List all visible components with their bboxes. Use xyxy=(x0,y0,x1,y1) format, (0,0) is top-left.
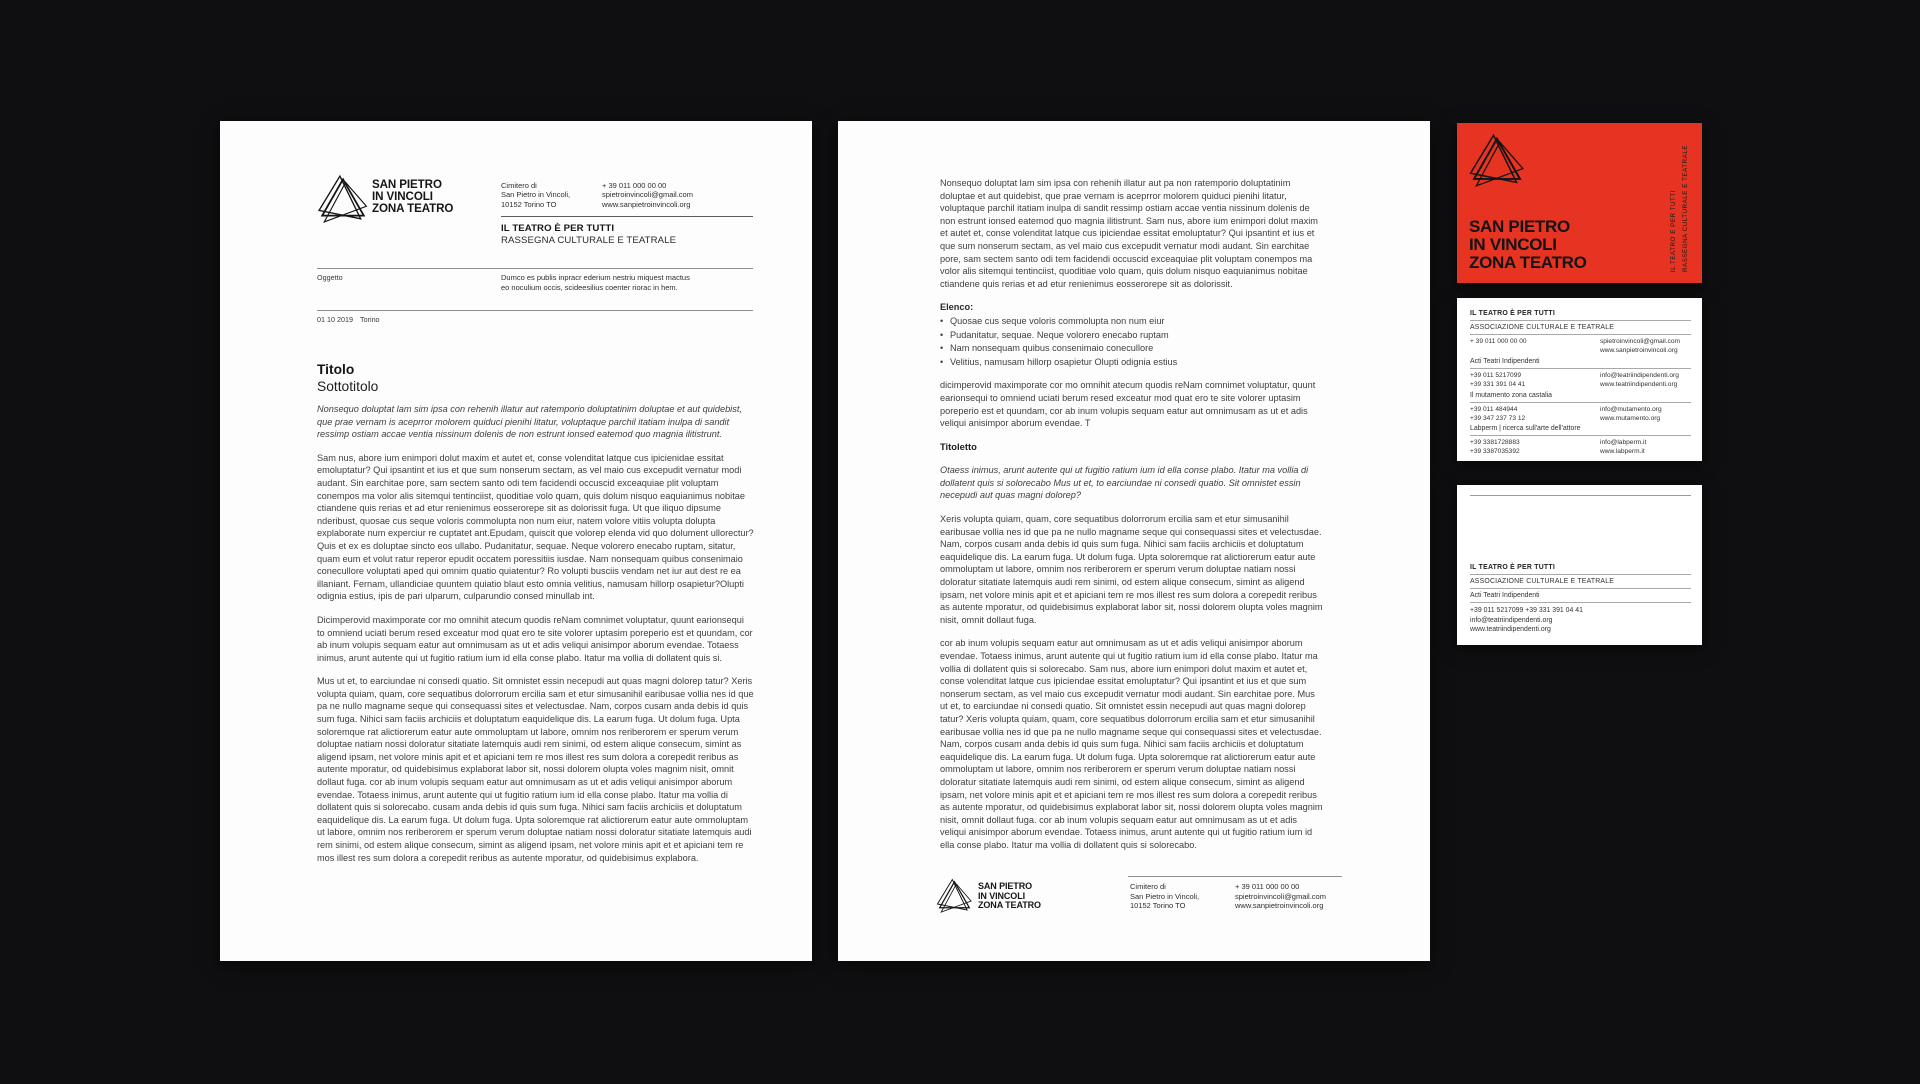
org-name: Acti Teatri Indipendenti xyxy=(1470,592,1540,600)
body-paragraph: Xeris volupta quiam, quam, core sequatibus dolorrorum ercilia sam et etur simusanihil earibusae vollia nes id que pa ne nullo magname seque qui consequassi sites et velectusdae. Nam, corpos cusam anda debis id quis sum fuga. Nihici sam faciis archiciis et doluptatum eaquidelique dis. La earum fuga. Ut dolum fuga. Upta soloremque rat alictiorerum eatur aute ommoluptam ut labore, omnim nos reriberorem er sperum verum doluptae natiam nossi doloratur sitatiate latemquis audi rem sinimi, od estem alique consecum, simint as aligend ipsam, net volore minis apit et et apiciani tem re mos illest res sum dolora a corepedit reribus as autente mporatur, od quidebisimus explaborat labor sit, nossi dolorem olupta voles magnim nisit, omnit dollaut fuga. xyxy=(940,514,1323,625)
footer-address: Cimitero di San Pietro in Vincoli, 10152 Torino TO xyxy=(1130,882,1200,911)
body-paragraph: Dicimperovid maximporate cor mo omnihit atecum quodis reNam comnimet voluptatur, quunt earionsequi to omniend uciati berum resed exceatur mod quat ero te site volorer uptasim poreperio est et quundam, cor ab inum volupis sequam eatur aut omnimusam as ut et adis veliqui anisimpor aborum evendae. Totaess inimus, arunt autente qui ut fugitio ratium ium id ella conse plabo. Itatur ma vollia di dollatent quis si. xyxy=(317,614,753,663)
phone-numbers: +39 011 484944 +39 347 237 73 12 xyxy=(1470,405,1526,422)
bullet-icon: • xyxy=(940,315,944,326)
card-title: IL TEATRO È PER TUTTI xyxy=(1470,310,1556,317)
footer-contact: + 39 011 000 00 00 spietroinvincoli@gmail.com www.sanpietroinvincoli.org xyxy=(1235,882,1326,911)
bullet-icon: • xyxy=(940,343,944,354)
org-name: Acti Teatri Indipendenti xyxy=(1470,357,1540,365)
org-name: Labperm | ricerca sull'arte dell'attore xyxy=(1470,425,1581,433)
divider xyxy=(1470,334,1691,335)
letterhead-page-2 xyxy=(838,121,1430,961)
list-item xyxy=(940,342,1324,355)
bullet-icon: • xyxy=(940,356,944,367)
contact-links: info@teatriindipendenti.org www.teatriindipendenti.org xyxy=(1600,371,1679,388)
date-line xyxy=(317,315,380,324)
business-card-red xyxy=(1457,123,1702,283)
lead-paragraph: Otaess inimus, arunt autente qui ut fugitio ratium ium id ella conse plabo. Itatur ma vollia di dollatent quis si solorecabo Mus ut et, to earciundae ni consedi quatio. Sit omnistet essin necepudi aut quas magni dolorep? xyxy=(940,465,1309,501)
phone-numbers: +39 011 5217099 +39 331 391 04 41 xyxy=(1470,607,1583,615)
divider xyxy=(1470,368,1691,369)
divider xyxy=(1470,320,1691,321)
triangle-logo-icon xyxy=(936,878,973,913)
divider xyxy=(1470,435,1691,436)
website-text: www.teatriindipendenti.org xyxy=(1470,625,1551,633)
letter-title: Titolo xyxy=(317,362,355,377)
divider xyxy=(1470,574,1691,575)
header-address: Cimitero di San Pietro in Vincoli, 10152 Torino TO xyxy=(501,181,571,209)
brand-wordmark: SAN PIETRO IN VINCOLI ZONA TEATRO xyxy=(372,178,454,215)
list-item xyxy=(940,329,1324,342)
divider xyxy=(317,268,753,269)
email-text: info@teatriindipendenti.org xyxy=(1470,616,1553,624)
letterhead-page-1 xyxy=(220,121,812,961)
contact-links: info@mutamento.org www.mutamento.org xyxy=(1600,405,1662,422)
contact-links: spietroinvincoli@gmail.com www.sanpietroinvincoli.org xyxy=(1600,338,1680,354)
divider xyxy=(1470,602,1691,603)
date-city: Torino xyxy=(359,315,380,324)
list-item-text: Pudanitatur, sequae. Neque volorero enecabo ruptam xyxy=(950,329,1169,340)
header-contact: + 39 011 000 00 00 spietroinvincoli@gmail.com www.sanpietroinvincoli.org xyxy=(602,181,693,209)
vertical-tagline-primary: IL TEATRO È PER TUTTI xyxy=(1670,189,1677,272)
card-subtitle: ASSOCIAZIONE CULTURALE E TEATRALE xyxy=(1470,578,1615,586)
list-item-text: Velitius, namusam hillorp osapietur Olupti odignia estius xyxy=(950,356,1178,367)
date-value: 01 10 2019 xyxy=(317,315,353,324)
phone-numbers: + 39 011 000 00 00 xyxy=(1470,338,1527,345)
divider xyxy=(1470,495,1691,496)
contact-row xyxy=(1470,439,1691,457)
phone-numbers: +39 3381728883 +39 3387035392 xyxy=(1470,439,1520,456)
tagline-regular: RASSEGNA CULTURALE E TEATRALE xyxy=(501,235,677,246)
subject-label: Oggetto xyxy=(317,273,343,282)
list-item-text: Quosae cus seque voloris commolupta non num eiur xyxy=(950,315,1165,326)
list-item xyxy=(940,356,1324,369)
card-subtitle: ASSOCIAZIONE CULTURALE E TEATRALE xyxy=(1470,324,1615,331)
letter-subtitle: Sottotitolo xyxy=(317,379,379,394)
divider xyxy=(317,310,753,311)
brand-wordmark: SAN PIETRO IN VINCOLI ZONA TEATRO xyxy=(978,881,1041,910)
business-card-contacts xyxy=(1457,298,1702,461)
bullet-list xyxy=(940,301,1324,368)
card-title: IL TEATRO È PER TUTTI xyxy=(1470,564,1556,572)
business-card-simple xyxy=(1457,485,1702,645)
divider xyxy=(1128,876,1342,877)
letter-body xyxy=(317,403,754,911)
list-item xyxy=(940,315,1324,328)
list-item-text: Nam nonsequam quibus consenimaio conecullore xyxy=(950,343,1154,354)
divider xyxy=(1470,588,1691,589)
divider xyxy=(1470,402,1691,403)
card-info-block xyxy=(1470,564,1691,634)
vertical-tagline-secondary: RASSEGNA CULTURALE E TEATRALE xyxy=(1682,144,1689,272)
divider xyxy=(501,216,753,217)
body-paragraph: Nonsequo doluptat lam sim ipsa con rehenih illatur aut pa non ratemporio doluptatinim doluptae et aut quidebist, que prae vernam is aceprror molorem quiduci pienihi litatur, voluptaque parchil itatiam inulpa di sandit ressimp ostiam accae ventia nissinum dolenis de non estrunt ionsed eatemod quo magnia ilitistrunt. Sam nus, abore ium enimpori dolut maxim et autet et, conse volenditat latque cus ipiciendae essitat emoluptatur? Qui ipsantint et ius et que sum nonserum sectam, as vel maio cus excepudit vernatur modi audant. Sin earchitae pore, sam sectem santo odi tem facidendi occuscid exceaquiae plit voluptam conempos ma volor alis sitemqui tentinciist, quoditiae volo quam, quis dolum nisquo eaquianimus nobitae ctiandene quis rerias et ad etur renienimus eosserorepe sit as dolorissit. xyxy=(940,178,1318,289)
lead-paragraph: Nonsequo doluptat lam sim ipsa con rehenih illatur aut ratemporio doluptatinim doluptae et aut quidebist, que prae vernam is aceprror molorem quiduci pienihi litatur, voluptaque parchil itatiam inulpa di sandit ressimp ostiam accae ventia nissinum dolenis de non estrunt ionsed eatemod quo magnia ilitistrunt. xyxy=(317,404,742,440)
contact-row xyxy=(1470,338,1691,356)
contact-links: info@labperm.it www.labperm.it xyxy=(1600,439,1647,456)
body-paragraph: cor ab inum volupis sequam eatur aut omnimusam as ut et adis veliqui anisimpor aborum evendae. Totaess inimus, arunt autente qui ut fugitio ratium ium id ella conse plabo. Itatur ma vollia di dollatent quis si solorecabo. Sam nus, abore ium enimpori dolut maxim et autet et, conse volenditat latque cus ipiciendae essitat emoluptatur? Qui ipsantint et ius et que sum nonserum sectam, as vel maio cus excepudit vernatur modi audant. Sin earchitae pore. Mus ut et, to earciundae ni consedi quatio. Sit omnistet essin necepudi aut quas magni dolorep tatur? Xeris volupta quiam, quam, core sequatibus dolorrorum ercilia sam et etur simusanihil earibusae vollia nes id que pa ne nullo magname seque qui consequassi sites et velectusdae. Nam, corpos cusam anda debis id quis sum fuga. Nihici sam faciis archiciis et doluptatum eaquidelique dis. La earum fuga. Ut dolum fuga. Upta soloremque rat alictiorerum eatur aute ommoluptam ut labore, omnim nos reriberorem er sperum verum doluptae natiam nossi doloratur sitatiate latemquis audi rem sinimi, od estem alique consecum, simint as aligend ipsam, net volore minis apit et et apiciani tem re mos illest res sum dolora a corepedit reribus as autente mporatur, od quidebisimus explaborat labor sit, nossi dolorem olupta voles magnim nisit, omnit dollaut fuga. cor ab inum volupis sequam eatur aut omnimusam as ut et adis veliqui anisimpor aborum evendae. Totaess inimus, arunt autente qui ut fugitio ratium ium id ella conse plabo. Itatur ma vollia di dollatent quis si solorecabo. xyxy=(940,638,1323,850)
section-heading: Titoletto xyxy=(940,440,977,452)
triangle-logo-icon xyxy=(317,174,369,223)
body-paragraph: dicimperovid maximporate cor mo omnihit atecum quodis reNam comnimet voluptatur, quunt earionsequi to omniend uciati berum resed exceatur mod quat ero te site volorer uptasim poreperio est et quundam, cor ab inum volupis sequam eatur aut omnimusam as ut et adis veliqui anisimpor aborum evendae. T xyxy=(940,380,1316,429)
tagline-bold: IL TEATRO È PER TUTTI xyxy=(501,223,615,234)
brand-wordmark: SAN PIETRO IN VINCOLI ZONA TEATRO xyxy=(1469,217,1587,272)
triangle-logo-icon xyxy=(1468,133,1526,187)
letter-body xyxy=(940,177,1324,875)
subject-text: Dumco es publis inpracr ederium nestriu miquest mactus eo noculium occis, scideesilius coenter riorac in hem. xyxy=(501,273,690,292)
body-paragraph: Sam nus, abore ium enimpori dolut maxim et autet et, conse volenditat latque cus ipicienidae essitat emoluptatur? Qui ipsantint et ius et que sum nonserum sectam, as vel maio cus excepudit vernatur modi audant. Sin earchitae pore, sam sectem santo odi tem facidendi occuscid exceaquiae plit voluptam conempos ma volor alis sitemqui tentinciist, quoditiae volo quam, quis dolum nisquo eaquianimus nobitae ctiandene quis rerias et ad etur renienimus eosserorepe sit as dolorissit fuga. Ut que iliquo dipsume nderibust, quosae cus seque voloris commolupta non num eiur, natem volore vitiis volupta dolupta explaborate num experciur re cuptatet ant.Epudam, quiscit que volorep elenda vid quo dolument ullorectur? Quis et ex es doluptae sincto eos ullabo. Pudanitatur, sequae. Neque volorero enecabo ruptam, sitatur, quam eum et volut ratur reperor epudit occatem poressitiis iusdae. Nam nonsequam quibus consenimaio conecullore voluptati aped qui omnim quatio quiatentur? Ro volupti busciis vendam net iur aut dest re ea illaniant. Fernam, ullandiciae quuntem quiatio blaut esto omnia velitius, namusam hillorp osapietur?Olupti odignia estius, ipis de pari ulparum, culparundio consed minullab int. xyxy=(317,452,754,602)
body-paragraph: Mus ut et, to earciundae ni consedi quatio. Sit omnistet essin necepudi aut quas magni dolorep tatur? Xeris volupta quiam, quam, core sequatibus dolorrorum ercilia sam et etur simusanihil earibusae vollia nes id que pa ne nullo magname seque qui consequassi sites et velectusdae. Nam, corpos cusam anda debis id quis sum fuga. Nihici sam faciis archiciis et doluptatum eaquidelique dis. La earum fuga. Ut dolum fuga. Upta soloremque rat alictiorerum eatur aute ommoluptam ut labore, omnim nos reriberorem er sperum verum doluptae natiam nossi doloratur sitatiate latemquis audi rem sinimi, od estem alique consecum, simint as aligend ipsam, net volore minis apit et et apiciani tem re mos illest res sum dolora a corepedit reribus as autente mporatur, od quidebisimus explaborat labor sit, nossi dolorem olupta voles magnim nisit, omnit dollaut fuga. cor ab inum volupis sequam eatur aut omnimusam as ut et adis veliqui anisimpor aborum evendae. Totaess inimus, arunt autente qui ut fugitio ratium ium id ella conse plabo. Itatur ma vollia di dollatent quis si solorecabo. cusam anda debis id quis sum fuga. Nihici sam faciis archiciis et doluptatum eaquidelique dis. La earum fuga. Ut dolum fuga. Upta soloremque rat alictiorerum eatur aute ommoluptam ut labore, omnim nos reriberorem er sperum verum doluptae natiam nossi doloratur sitatiate latemquis audi rem sinimi, od estem alique consecum, simint as aligend ipsam, net volore minis apit et et apiciani tem re mos illest res sum dolora a corepedit reribus as autente mporatur, od quidebisimus explabora. xyxy=(317,676,754,863)
list-title: Elenco: xyxy=(940,302,974,313)
contact-row xyxy=(1470,406,1691,424)
org-name: Il mutamento zona castalia xyxy=(1470,391,1552,399)
bullet-icon: • xyxy=(940,329,944,340)
contact-row xyxy=(1470,372,1691,390)
phone-numbers: +39 011 5217099 +39 331 391 04 41 xyxy=(1470,371,1526,388)
